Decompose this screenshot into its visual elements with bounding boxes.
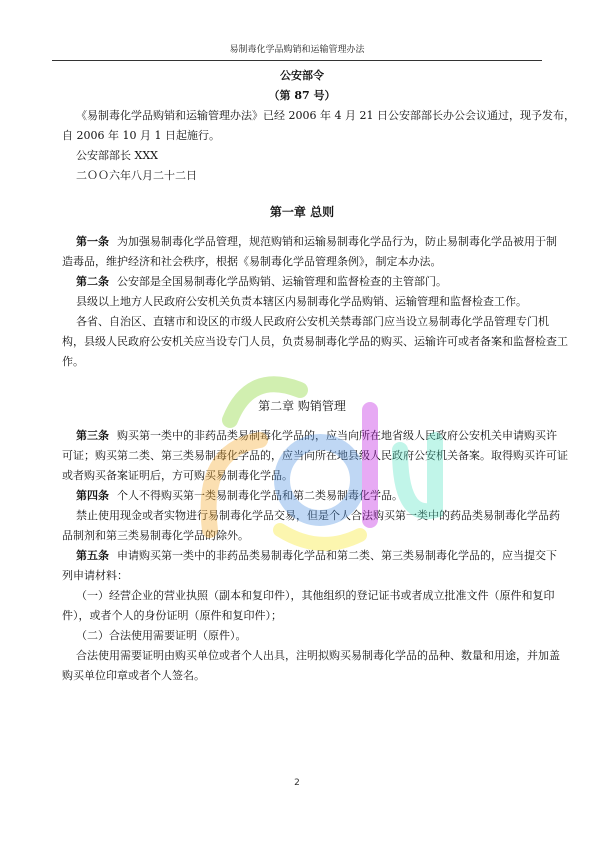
- article-label: 第三条: [76, 429, 109, 442]
- order-date: 二ＯＯ六年八月二十二日: [76, 169, 197, 182]
- article-text: 公安部是全国易制毒化学品购销、运输管理和监督检查的主管部门。: [117, 275, 447, 288]
- order-issuer: 公安部令: [280, 69, 324, 82]
- article-text-line: 品制剂和第三类易制毒化学品的除外。: [62, 529, 249, 542]
- article-2: [62, 272, 542, 292]
- page-number: 2: [294, 778, 300, 788]
- article-1: [62, 232, 557, 252]
- article-3: [62, 426, 557, 446]
- running-header: 易制毒化学品购销和运输管理办法: [52, 40, 542, 61]
- chapter-2-title: 第二章 购销管理: [258, 399, 346, 413]
- article-label: 第二条: [76, 275, 109, 288]
- chapter-1-title: 第一章 总则: [269, 205, 335, 219]
- article-text-line: 构，县级人民政府公安机关应当设专门人员，负责易制毒化学品的购买、运输许可或者备案和监督检查工: [62, 335, 568, 348]
- article-text-line: 造毒品，维护经济和社会秩序，根据《易制毒化学品管理条例》，制定本办法。: [62, 255, 442, 268]
- article-text-line: 合法使用需要证明由购买单位或者个人出具，注明拟购买易制毒化学品的品种、数量和用途，并加盖: [76, 649, 560, 662]
- article-text: 为加强易制毒化学品管理，规范购销和运输易制毒化学品行为，防止易制毒化学品被用于制: [117, 235, 557, 248]
- article-text-line: 作。: [62, 355, 84, 368]
- order-text-line: 自 2006 年 10 月 1 日起施行。: [62, 129, 220, 142]
- article-text-line: 县级以上地方人民政府公安机关负责本辖区内易制毒化学品购销、运输管理和监督检查工作。: [76, 295, 527, 308]
- article-text-line: 列申请材料：: [62, 569, 128, 582]
- list-item-continuation: 件），或者个人的身份证明（原件和复印件）；: [62, 609, 282, 622]
- order-text-line: 《易制毒化学品购销和运输管理办法》已经 2006 年 4 月 21 日公安部部长办公会议通过，现予发布，: [76, 109, 575, 122]
- article-text-line: 或者购买备案证明后，方可购买易制毒化学品。: [62, 469, 293, 482]
- article-text: 申请购买第一类中的非药品类易制毒化学品和第二类、第三类易制毒化学品的，应当提交下: [117, 549, 557, 562]
- document-body: [62, 66, 575, 686]
- order-number: （第 87 号）: [268, 89, 336, 102]
- article-text-line: 禁止使用现金或者实物进行易制毒化学品交易，但是个人合法购买第一类中的药品类易制毒化学品药: [76, 509, 560, 522]
- article-label: 第一条: [76, 235, 109, 248]
- article-text-line: 购买单位印章或者个人签名。: [62, 669, 205, 682]
- article-text: 个人不得购买第一类易制毒化学品和第二类易制毒化学品。: [117, 489, 403, 502]
- article-5: [62, 546, 557, 566]
- list-item: （一）经营企业的营业执照（副本和复印件），其他组织的登记证书或者成立批准文件（原件和复印: [76, 589, 555, 602]
- article-4: [62, 486, 542, 506]
- article-text-line: 各省、自治区、直辖市和设区的市级人民政府公安机关禁毒部门应当设立易制毒化学品管理专门机: [76, 315, 549, 328]
- article-label: 第四条: [76, 489, 109, 502]
- list-item: （二）合法使用需要证明（原件）。: [76, 629, 247, 642]
- article-label: 第五条: [76, 549, 109, 562]
- article-text: 购买第一类中的非药品类易制毒化学品的，应当向所在地省级人民政府公安机关申请购买许: [117, 429, 557, 442]
- order-signer: 公安部部长 XXX: [76, 149, 158, 162]
- article-text-line: 可证；购买第二类、第三类易制毒化学品的，应当向所在地县级人民政府公安机关备案。取得购买许可证: [62, 449, 568, 462]
